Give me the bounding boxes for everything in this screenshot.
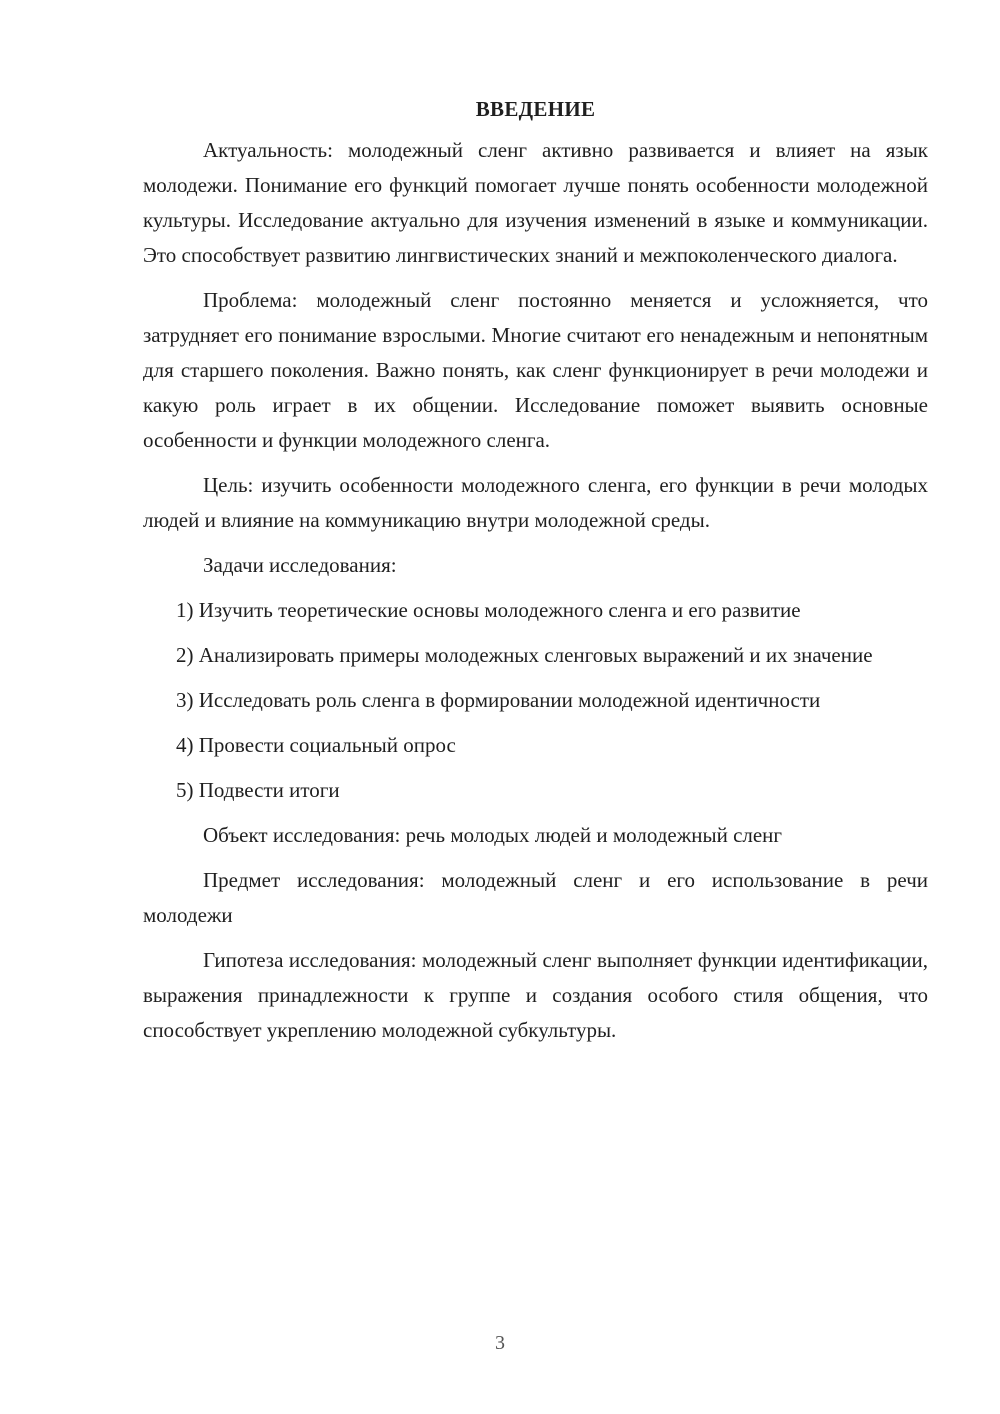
page-number: 3 bbox=[495, 1332, 505, 1354]
task-item-3: 3) Исследовать роль сленга в формировании молодежной идентичности bbox=[176, 688, 821, 712]
paragraph-goal: Цель: изучить особенности молодежного сленга, его функции в речи молодых людей и влияние на коммуникацию внутри молодежной среды. bbox=[143, 473, 928, 532]
task-item-1: 1) Изучить теоретические основы молодежного сленга и его развитие bbox=[176, 598, 801, 622]
paragraph-hypothesis: Гипотеза исследования: молодежный сленг выполняет функции идентификации, выражения принадлежности к группе и создания особого стиля общения, что способствует укреплению молодежной субкультуры. bbox=[143, 948, 928, 1042]
task-item-5: 5) Подвести итоги bbox=[176, 778, 340, 802]
paragraph-object: Объект исследования: речь молодых людей и молодежный сленг bbox=[203, 823, 783, 847]
task-item-2: 2) Анализировать примеры молодежных сленговых выражений и их значение bbox=[176, 643, 873, 667]
paragraph-problem: Проблема: молодежный сленг постоянно меняется и усложняется, что затрудняет его понимание взрослыми. Многие считают его ненадежным и непонятным для старшего поколения. Важно понять, как сленг функционирует в речи молодежи и какую роль играет в их общении. Исследование поможет выявить основные особенности и функции молодежного сленга. bbox=[143, 288, 928, 452]
section-title: ВВЕДЕНИЕ bbox=[475, 97, 596, 121]
paragraph-subject: Предмет исследования: молодежный сленг и его использование в речи молодежи bbox=[143, 868, 928, 927]
paragraph-tasks-heading: Задачи исследования: bbox=[203, 553, 397, 577]
paragraph-relevance: Актуальность: молодежный сленг активно развивается и влияет на язык молодежи. Понимание его функций помогает лучше понять особенности молодежной культуры. Исследование актуально для изучения изменений в языке и коммуникации. Это способствует развитию лингвистических знаний и межпоколенческого диалога. bbox=[143, 138, 928, 267]
task-item-4: 4) Провести социальный опрос bbox=[176, 733, 456, 757]
document-page bbox=[143, 92, 928, 1058]
